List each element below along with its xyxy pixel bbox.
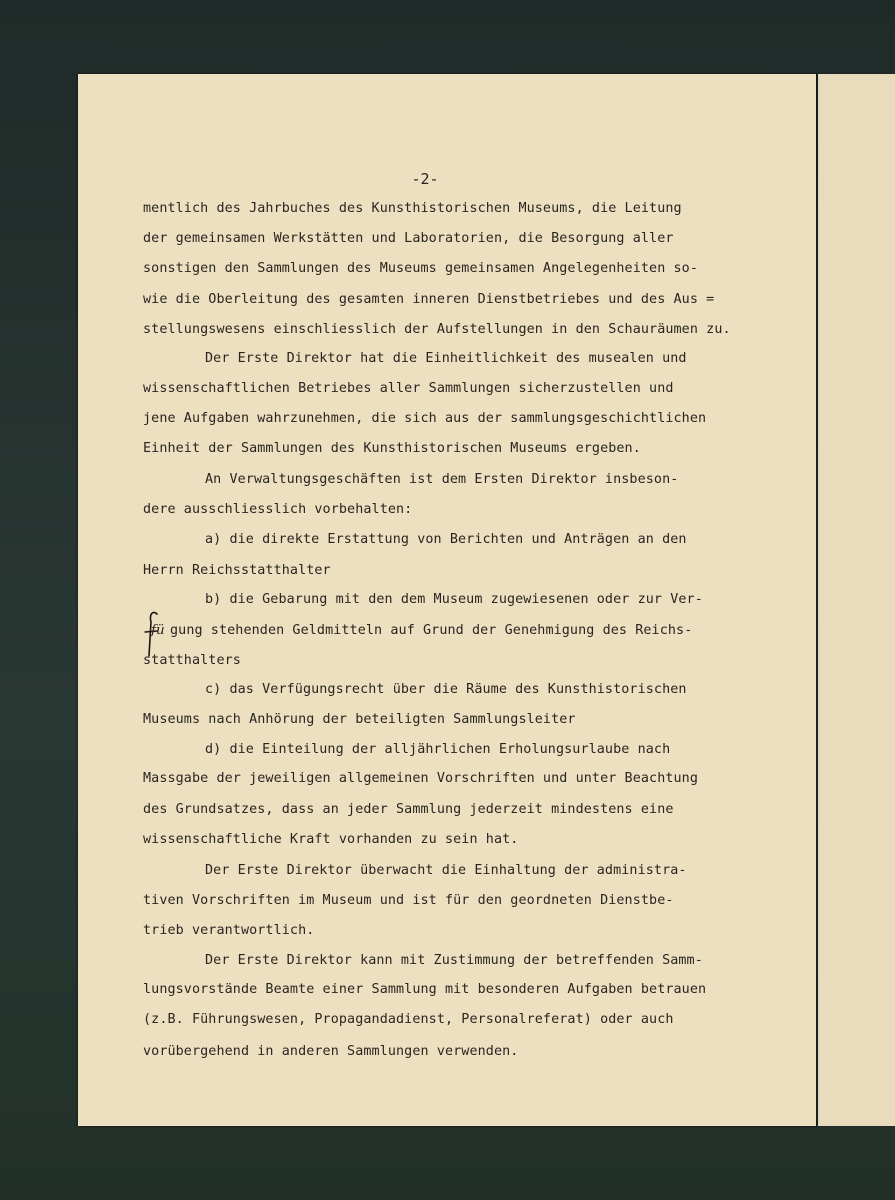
text-line: (z.B. Führungswesen, Propagandadienst, Personalreferat) oder auch — [143, 1012, 674, 1027]
handwritten-text: fü — [151, 623, 165, 638]
text-line: lungsvorstände Beamte einer Sammlung mit besonderen Aufgaben betrauen — [143, 982, 707, 997]
text-line: Massgabe der jeweiligen allgemeinen Vorschriften und unter Beachtung — [143, 771, 699, 786]
text-line: mentlich des Jahrbuches des Kunsthistorischen Museums, die Leitung — [143, 201, 682, 216]
text-line: Einheit der Sammlungen des Kunsthistorischen Museums ergeben. — [143, 441, 641, 456]
text-line: sonstigen den Sammlungen des Museums gemeinsamen Angelegenheiten so- — [143, 261, 699, 276]
text-line: wissenschaftliche Kraft vorhanden zu sein hat. — [143, 832, 519, 847]
text-line: wie die Oberleitung des gesamten inneren Dienstbetriebes und des Aus = — [143, 292, 715, 307]
text-line: trieb verantwortlich. — [143, 923, 315, 938]
text-line: Der Erste Direktor kann mit Zustimmung der betreffenden Samm- — [205, 953, 703, 968]
text-line: statthalters — [143, 653, 241, 668]
text-line: der gemeinsamen Werkstätten und Laboratorien, die Besorgung aller — [143, 231, 674, 246]
page-number: -2- — [411, 170, 439, 188]
text-line: d) die Einteilung der alljährlichen Erholungsurlaube nach — [205, 742, 671, 757]
text-line: Der Erste Direktor überwacht die Einhaltung der administra- — [205, 863, 687, 878]
facing-page-edge — [818, 74, 895, 1126]
text-line: Herrn Reichsstatthalter — [143, 563, 331, 578]
text-line: c) das Verfügungsrecht über die Räume des Kunsthistorischen — [205, 682, 687, 697]
text-line: jene Aufgaben wahrzunehmen, die sich aus der sammlungsgeschichtlichen — [143, 411, 707, 426]
text-line: wissenschaftlichen Betriebes aller Sammlungen sicherzustellen und — [143, 381, 674, 396]
text-line: des Grundsatzes, dass an jeder Sammlung jederzeit mindestens eine — [143, 802, 674, 817]
text-line: Museums nach Anhörung der beteiligten Sammlungsleiter — [143, 712, 576, 727]
text-line: gung stehenden Geldmitteln auf Grund der Genehmigung des Reichs- — [170, 623, 693, 638]
text-line: tiven Vorschriften im Museum und ist für den geordneten Dienstbe- — [143, 893, 674, 908]
text-line: dere ausschliesslich vorbehalten: — [143, 502, 413, 517]
text-line: An Verwaltungsgeschäften ist dem Ersten Direktor insbeson- — [205, 472, 679, 487]
text-line: b) die Gebarung mit den dem Museum zugewiesenen oder zur Ver- — [205, 592, 703, 607]
text-line: vorübergehend in anderen Sammlungen verwenden. — [143, 1044, 519, 1059]
text-line: stellungswesens einschliesslich der Aufstellungen in den Schauräumen zu. — [143, 322, 731, 337]
text-line: a) die direkte Erstattung von Berichten und Anträgen an den — [205, 532, 687, 547]
text-line: Der Erste Direktor hat die Einheitlichkeit des musealen und — [205, 351, 687, 366]
